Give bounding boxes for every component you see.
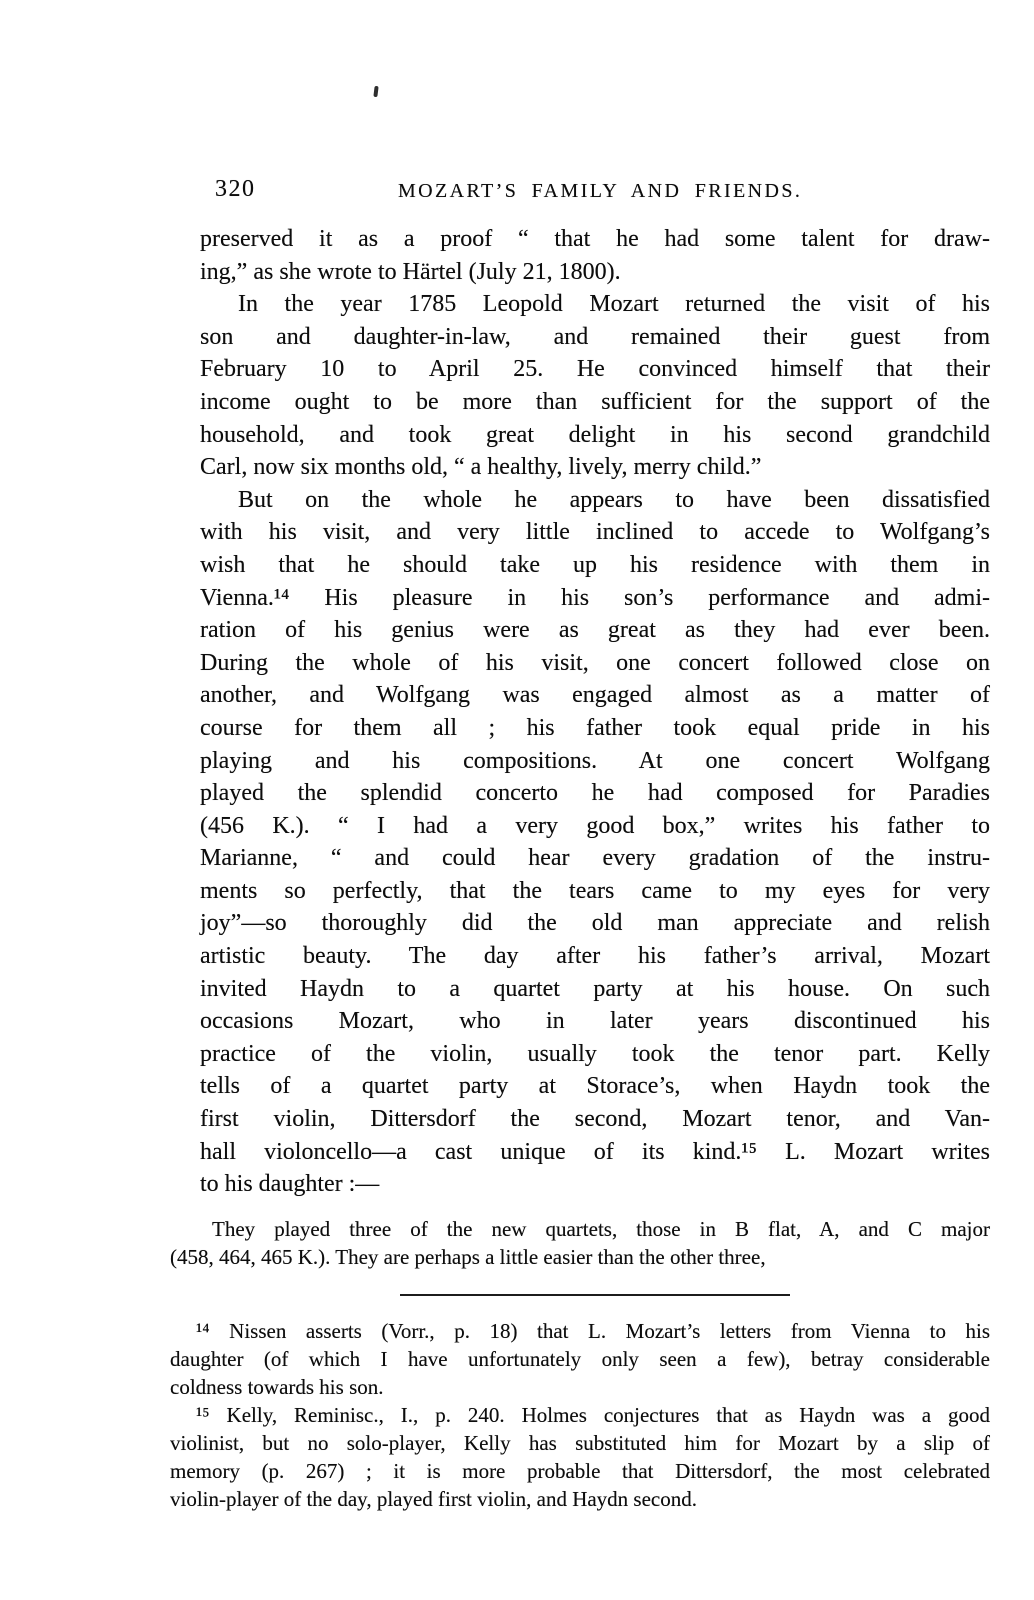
text-line: (458, 464, 465 K.). They are perhaps a little easier than the other three, <box>170 1245 766 1269</box>
footnote-separator-rule <box>400 1294 790 1296</box>
text-line: coldness towards his son. <box>170 1375 384 1399</box>
text-line: Marianne, “ and could hear every gradation of the instru- <box>200 845 990 872</box>
text-line: first violin, Dittersdorf the second, Mozart tenor, and Van- <box>200 1106 990 1133</box>
text-line: invited Haydn to a quartet party at his house. On such <box>200 975 990 1002</box>
text-line: playing and his compositions. At one concert Wolfgang <box>200 747 990 774</box>
text-line: with his visit, and very little inclined to accede to Wolfgang’s <box>200 519 990 546</box>
text-line: ration of his genius were as great as they had ever been. <box>200 617 990 644</box>
text-line: joy”—so thoroughly did the old man appreciate and relish <box>200 910 990 937</box>
text-line: household, and took great delight in his second grandchild <box>200 421 990 448</box>
block-quote <box>170 1215 990 1271</box>
text-line: occasions Mozart, who in later years discontinued his <box>200 1008 990 1035</box>
text-line: wish that he should take up his residence with them in <box>200 551 990 578</box>
text-line: ¹⁴ Nissen asserts (Vorr., p. 18) that L. Mozart’s letters from Vienna to his <box>196 1319 990 1343</box>
text-line: But on the whole he appears to have been dissatisfied <box>238 486 990 513</box>
text-line: preserved it as a proof “ that he had some talent for draw- <box>200 226 990 252</box>
text-line: February 10 to April 25. He convinced himself that their <box>200 356 990 383</box>
text-line: (456 K.). “ I had a very good box,” writes his father to <box>200 812 990 839</box>
text-line: income ought to be more than sufficient for the support of the <box>200 388 990 415</box>
footnote-15 <box>170 1401 990 1513</box>
text-line: During the whole of his visit, one concert followed close on <box>200 649 990 676</box>
text-line: Vienna.¹⁴ His pleasure in his son’s performance and admi- <box>200 584 990 611</box>
text-line: another, and Wolfgang was engaged almost as a matter of <box>200 682 990 709</box>
text-line: artistic beauty. The day after his father’s arrival, Mozart <box>200 943 990 970</box>
footnote-14 <box>170 1317 990 1401</box>
text-line: violinist, but no solo-player, Kelly has substituted him for Mozart by a slip of <box>170 1431 990 1455</box>
text-line: to his daughter :— <box>200 1171 380 1198</box>
ink-speck <box>373 86 378 97</box>
text-line: practice of the violin, usually took the tenor part. Kelly <box>200 1040 990 1067</box>
text-line: violin-player of the day, played first violin, and Haydn second. <box>170 1487 697 1511</box>
text-line: hall violoncello—a cast unique of its kind.¹⁵ L. Mozart writes <box>200 1138 990 1165</box>
text-line: course for them all ; his father took equal pride in his <box>200 714 990 741</box>
text-line: tells of a quartet party at Storace’s, when Haydn took the <box>200 1073 990 1100</box>
text-line: Carl, now six months old, “ a healthy, lively, merry child.” <box>200 454 762 481</box>
page-number: 320 <box>215 176 256 202</box>
text-line: played the splendid concerto he had composed for Paradies <box>200 780 990 807</box>
text-line: ¹⁵ Kelly, Reminisc., I., p. 240. Holmes conjectures that as Haydn was a good <box>196 1403 990 1427</box>
body-text <box>200 223 990 1201</box>
running-head: MOZART’S FAMILY AND FRIENDS. <box>398 180 803 202</box>
text-line: In the year 1785 Leopold Mozart returned the visit of his <box>238 291 990 318</box>
text-line: daughter (of which I have unfortunately only seen a few), betray considerable <box>170 1347 990 1371</box>
text-line: ments so perfectly, that the tears came to my eyes for very <box>200 877 990 904</box>
text-line: son and daughter-in-law, and remained their guest from <box>200 323 990 350</box>
text-line: They played three of the new quartets, those in B flat, A, and C major <box>212 1217 990 1241</box>
text-line: ing,” as she wrote to Härtel (July 21, 1800). <box>200 258 621 285</box>
text-line: memory (p. 267) ; it is more probable that Dittersdorf, the most celebrated <box>170 1459 990 1483</box>
